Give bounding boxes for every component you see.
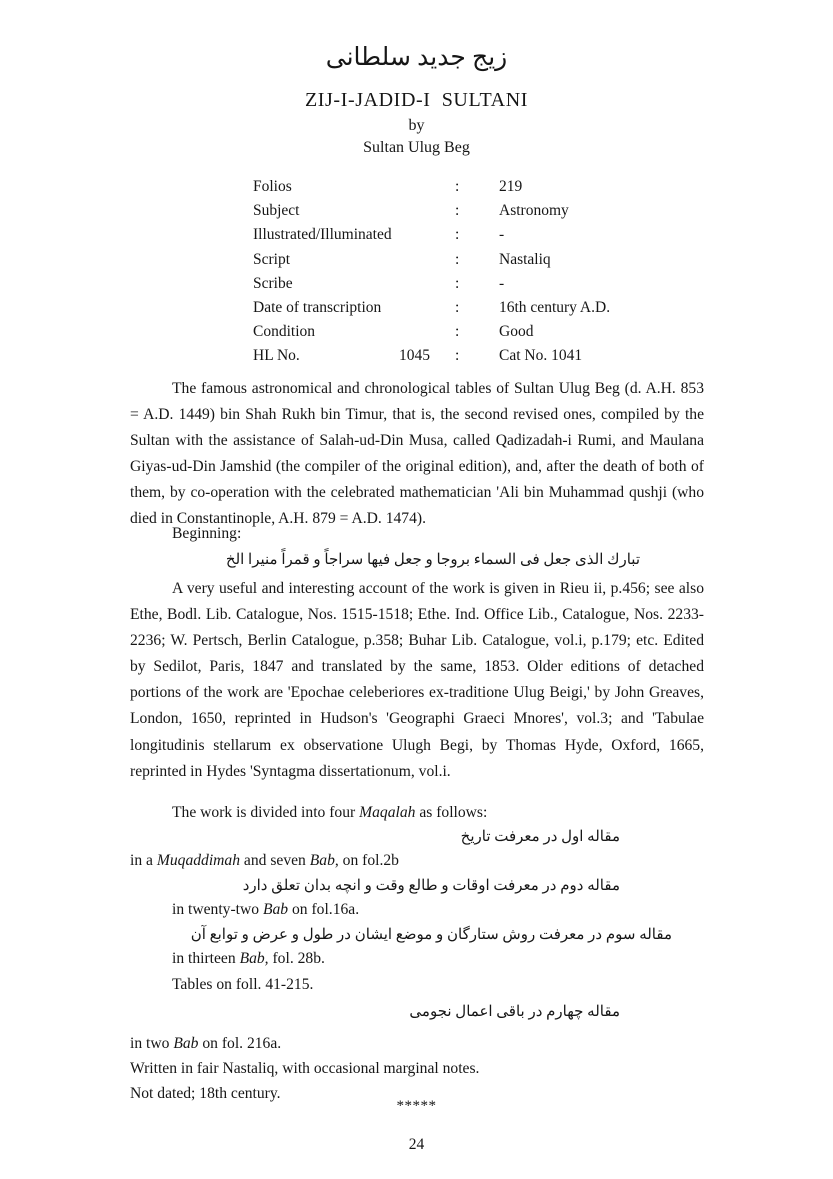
- metadata-extra: [399, 175, 455, 199]
- metadata-extra: [399, 248, 455, 272]
- maqalah-1-note-post: , on fol.2b: [334, 852, 399, 869]
- metadata-colon: :: [455, 299, 460, 317]
- metadata-extra: [399, 272, 455, 296]
- beginning-label-text: Beginning:: [172, 525, 242, 542]
- metadata-table-body: [253, 175, 713, 369]
- metadata-value: Good: [499, 323, 534, 341]
- metadata-colon: :: [455, 323, 460, 341]
- table-row: [253, 223, 713, 247]
- written-in-nastaliq-text: Written in fair Nastaliq, with occasional marginal notes.: [130, 1060, 480, 1077]
- metadata-value: Nastaliq: [499, 250, 551, 268]
- maqalah-intro-line: [130, 800, 746, 826]
- metadata-label: Script: [253, 250, 291, 268]
- beginning-arabic-incipit: تبارك الذى جعل فى السماء بروجا و جعل فيها سراجاً و قمراً منيرا الخ: [225, 552, 640, 568]
- metadata-extra: [399, 199, 455, 223]
- metadata-value: 219: [499, 178, 523, 195]
- romanized-title: ZIJ-I-JADID-I SULTANI: [304, 89, 529, 111]
- not-dated-text: Not dated; 18th century.: [130, 1085, 281, 1102]
- maqalah-1-note-mid: and seven: [240, 852, 310, 869]
- maqalah-3-note: [130, 946, 746, 972]
- byline-by-label: by: [408, 117, 425, 134]
- metadata-label: Scribe: [253, 274, 293, 292]
- metadata-label: HL No.: [253, 347, 300, 365]
- metadata-label: Folios: [253, 178, 292, 195]
- maqalah-4-persian: مقاله چهارم در باقى اعمال نجومى: [409, 1004, 620, 1020]
- paragraph-bibliographic-account: [130, 576, 704, 785]
- bab-term: Bab,: [239, 950, 269, 967]
- arabic-title: زيج جديد سلطانى: [325, 44, 508, 71]
- metadata-value: -: [499, 226, 505, 244]
- maqalah-2-note-pre: in twenty-two: [172, 901, 263, 918]
- metadata-label: Subject: [253, 202, 300, 220]
- metadata-label: Condition: [253, 323, 316, 341]
- metadata-colon: :: [455, 274, 460, 292]
- paragraph-famous-tables: [130, 376, 704, 533]
- maqalah-intro-pre: The work is divided into four: [172, 804, 360, 821]
- metadata-extra: [399, 320, 455, 344]
- metadata-extra: 1045: [399, 347, 430, 365]
- maqalah-4-note-pre: in two: [130, 1035, 174, 1052]
- metadata-label: Date of transcription: [253, 299, 382, 317]
- metadata-colon: :: [455, 347, 460, 365]
- table-row: [253, 272, 713, 296]
- maqalah-4-note-post: on fol. 216a.: [198, 1035, 282, 1052]
- metadata-colon: :: [455, 178, 460, 195]
- maqalah-3-note-post: fol. 28b.: [268, 950, 325, 967]
- maqalah-1-note: [130, 848, 704, 874]
- metadata-table: [253, 175, 713, 369]
- bab-term: Bab: [173, 1035, 199, 1052]
- metadata-value: Astronomy: [499, 202, 569, 220]
- metadata-value: -: [499, 274, 505, 292]
- section-separator: *****: [396, 1098, 437, 1114]
- bab-term: Bab: [262, 901, 289, 918]
- table-row: [253, 199, 713, 223]
- metadata-value: Cat No. 1041: [499, 347, 583, 365]
- page-number: 24: [408, 1136, 425, 1153]
- table-row: [253, 344, 713, 368]
- paragraph-text: The famous astronomical and chronological tables of Sultan Ulug Beg (d. A.H. 853 = A.D. 1449) bin Shah Rukh bin Timur, that is, the second revised ones, compiled by the Sultan with the assistance of Salah-ud-Din Musa, called Qadizadah-i Rumi, and Maulana Giyas-ud-Din Jamshid (the compiler of the original edition), and, after the death of both of them, by co-operation with the celebrated mathematician 'Ali bin Muhammad qushji (who died in Constantinople, A.H. 879 = A.D. 1474).: [130, 380, 704, 528]
- beginning-label: [130, 521, 746, 547]
- maqalah-4-note: [130, 1031, 704, 1057]
- metadata-extra: [399, 223, 455, 247]
- paragraph-text: A very useful and interesting account of the work is given in Rieu ii, p.456; see also Ethe, Bodl. Lib. Catalogue, Nos. 1515-1518; Ethe. Ind. Office Lib., Catalogue, Nos. 2233-2236; W. Pertsch, Berlin Catalogue, p.358; Buhar Lib. Catalogue, vol.i, p.179; etc. Edited by Sedilot, Paris, 1847 and translated by the same, 1853. Older editions of detached portions of the work are 'Epochae celeberiores ex-traditione Ulug Beigi,' by John Greaves, London, 1650, reprinted in Hudson's 'Geographi Graeci Mnores', vol.3; and 'Tabulae longitudinis stellarum ex observatione Ulugh Begi, by Thomas Hyde, Oxford, 1665, reprinted in Hydes 'Syntagma dissertationum, vol.i.: [130, 580, 704, 780]
- metadata-colon: :: [455, 226, 460, 244]
- table-row: [253, 320, 713, 344]
- maqalah-2-persian: مقاله دوم در معرفت اوقات و طالع وقت و انچه بدان تعلق دارد: [242, 878, 620, 894]
- metadata-extra: [399, 296, 455, 320]
- metadata-value: 16th century A.D.: [499, 299, 611, 317]
- maqalah-2-note: [130, 897, 746, 923]
- muqaddimah-term: Muqaddimah: [156, 852, 241, 869]
- metadata-colon: :: [455, 202, 460, 220]
- written-in-nastaliq-line: [130, 1056, 704, 1082]
- maqalah-2-note-post: on fol.16a.: [288, 901, 360, 918]
- metadata-label: Illustrated/Illuminated: [253, 226, 392, 244]
- tables-folios-line: [130, 972, 746, 998]
- tables-folios-text: Tables on foll. 41-215.: [172, 976, 314, 993]
- maqalah-3-persian: مقاله سوم در معرفت روش ستارگان و موضع ايشان در طول و عرض و توابع آن: [190, 927, 672, 943]
- maqalah-3-note-pre: in thirteen: [172, 950, 240, 967]
- table-row: [253, 248, 713, 272]
- maqalah-term: Maqalah: [359, 804, 416, 821]
- table-row: [253, 296, 713, 320]
- metadata-colon: :: [455, 250, 460, 268]
- maqalah-1-persian: مقاله اول در معرفت تاريخ: [460, 829, 620, 845]
- maqalah-1-note-pre: in a: [130, 852, 157, 869]
- maqalah-intro-post: as follows:: [415, 804, 488, 821]
- byline-author: Sultan Ulug Beg: [363, 139, 470, 156]
- bab-term: Bab: [309, 852, 335, 869]
- table-row: [253, 175, 713, 199]
